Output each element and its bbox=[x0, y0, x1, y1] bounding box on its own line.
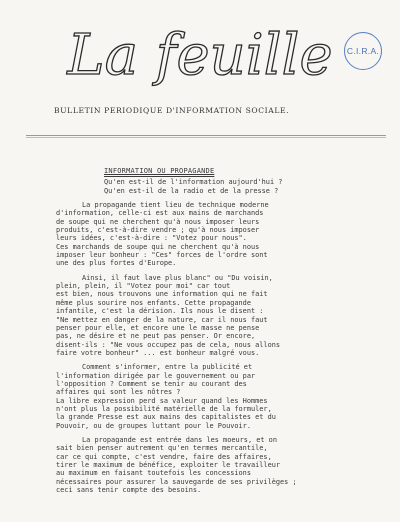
paragraph-line: La propagande est entrée dans les moeurs, et on bbox=[82, 435, 277, 444]
paragraph-line: La libre expression perd sa valeur quand les Hommes bbox=[56, 396, 268, 405]
paragraph-line: affaires qui sont les nôtres ? bbox=[56, 388, 181, 397]
article-paragraph bbox=[56, 201, 374, 268]
paragraph-line: pas, ne désire et ne peut pas penser. Or encore, bbox=[56, 332, 256, 341]
paragraph-line: une des plus fortes d'Europe. bbox=[56, 259, 177, 268]
paragraph-line: Ainsi, il faut lave plus blanc" ou "Du voisin, bbox=[82, 273, 273, 282]
masthead-title-text: La feuille bbox=[67, 23, 333, 88]
paragraph-line: Pouvoir, ou de groupes luttant pour le Pouvoir. bbox=[56, 421, 251, 430]
paragraph-line: disent-ils : "Ne vous occupez pas de cela, nous allons bbox=[56, 340, 281, 349]
paragraph-line: Ces marchands de soupe qui ne cherchent qu'à nous bbox=[56, 242, 260, 251]
paragraph-line: la grande Presse est aux mains des capitalistes et du bbox=[56, 413, 276, 422]
paragraph-line: "Ne mettez en danger de la nature, car il nous faut bbox=[56, 315, 268, 324]
paragraph-line: nécessaires pour assurer la sauvegarde de ses privilèges ; bbox=[56, 477, 297, 486]
article-paragraph bbox=[56, 274, 374, 357]
paragraph-line: l'information dirigée par le gouvernement ou par bbox=[56, 371, 256, 380]
paragraph-line: tirer le maximum de bénéfice, exploiter le travailleur bbox=[56, 461, 281, 469]
paragraph-line: imposer leur bonheur : "Ces" forces de l'ordre sont bbox=[56, 251, 268, 260]
masthead-title-lettering bbox=[67, 18, 333, 94]
paragraph-line: infantile, c'est la dérision. Ils nous le disent : bbox=[56, 307, 264, 316]
masthead-title bbox=[0, 18, 400, 94]
paragraph-line: n'ont plus la possibilité matérielle de la formuler, bbox=[56, 404, 272, 413]
question-line: Qu'en est-il de la radio et de la presse ? bbox=[104, 186, 279, 195]
paragraph-line: penser pour elle, et encore une le masse ne pense bbox=[56, 323, 260, 332]
paragraph-line: de soupe qui ne cherchent qu'à nous imposer leurs bbox=[56, 217, 260, 226]
paragraph-line: Comment s'informer, entre la publicité et bbox=[82, 363, 253, 372]
article-questions bbox=[104, 178, 374, 195]
paragraph-line: est bien, nous trouvons une information qui ne fait bbox=[56, 290, 268, 299]
paragraph-line: ceci sans tenir compte des besoins. bbox=[56, 486, 202, 495]
article-paragraphs bbox=[56, 201, 374, 494]
paragraph-line: car ce qui compte, c'est vendre, faire des affaires, bbox=[56, 452, 272, 461]
cira-stamp: C.I.R.A. bbox=[344, 32, 382, 70]
article-paragraph bbox=[56, 363, 374, 430]
paragraph-line: sait bien penser autrement qu'en termes mercantile, bbox=[56, 444, 268, 453]
paragraph-line: l'opposition ? Comment se tenir au courant des bbox=[56, 379, 247, 388]
paragraph-line: faire votre bonheur" ... est bonheur malgré vous. bbox=[56, 348, 260, 357]
paragraph-line: plein, plein, il "Votez pour moi" car tout bbox=[56, 282, 231, 291]
masthead-subtitle: BULLETIN PERIODIQUE D'INFORMATION SOCIALE. bbox=[54, 106, 290, 115]
article-body bbox=[56, 167, 374, 500]
paragraph-line: La propagande tient lieu de technique moderne bbox=[82, 201, 269, 210]
article-paragraph bbox=[56, 436, 374, 494]
paragraph-line: au maximum en faisant toutefois les concessions bbox=[56, 469, 251, 478]
header-rule bbox=[26, 135, 386, 136]
article-heading: INFORMATION OU PROPAGANDE bbox=[104, 167, 215, 175]
paragraph-line: leurs idées, c'est-à-dire : "Votez pour nous". bbox=[56, 234, 247, 243]
paragraph-line: produits, c'est-à-dire vendre ; qu'à nous imposer bbox=[56, 226, 260, 235]
paragraph-line: d'information, celle-ci est aux mains de marchands bbox=[56, 209, 264, 218]
question-line: Qu'en est-il de l'information aujourd'hui ? bbox=[104, 178, 283, 187]
paragraph-line: même plus sourire nos enfants. Cette propagande bbox=[56, 298, 251, 307]
header-rule-secondary bbox=[26, 137, 386, 138]
